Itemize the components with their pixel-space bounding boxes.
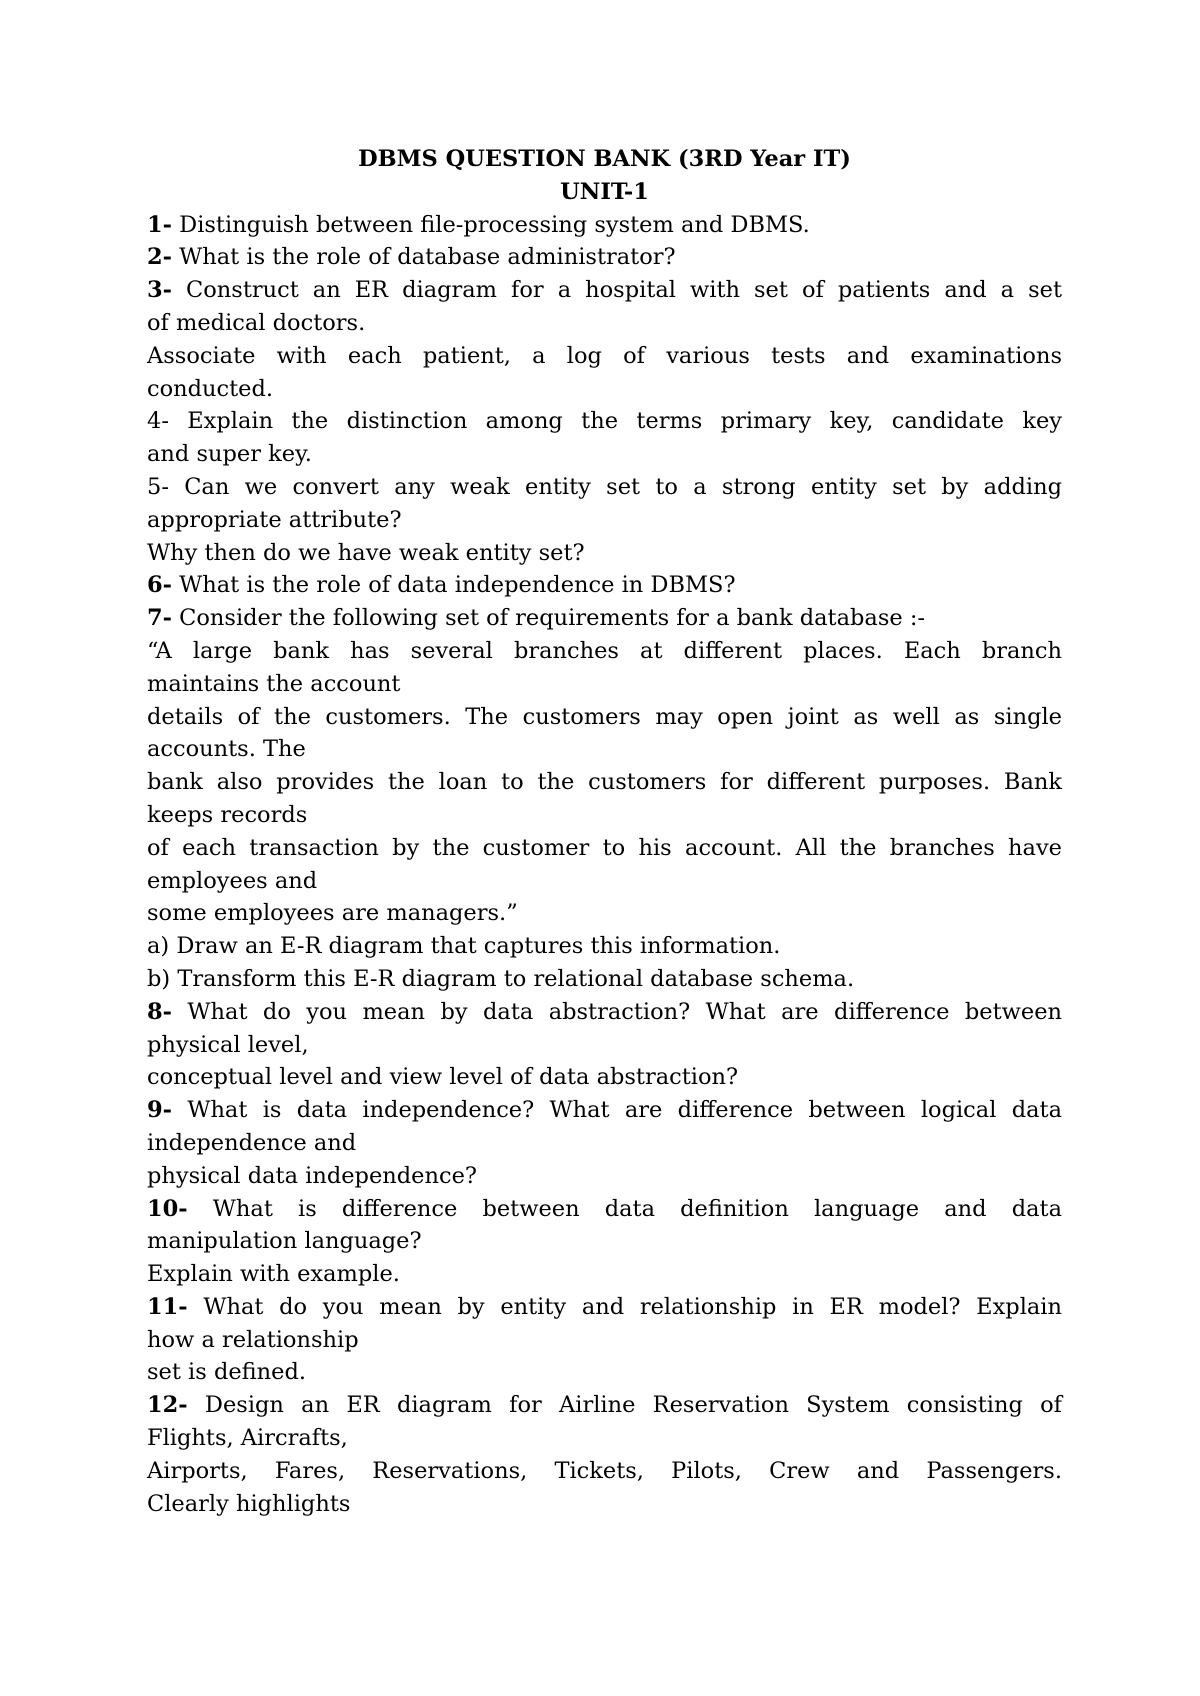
question-text: What is the role of data independence in DBMS? (172, 572, 736, 599)
unit-heading: UNIT-1 (560, 178, 649, 205)
question-line (147, 405, 1062, 438)
question-number: 11- (147, 1293, 188, 1320)
question-line (147, 963, 1062, 996)
question-text: manipulation language? (147, 1228, 422, 1255)
question-number: 2- (147, 244, 172, 271)
question-line (147, 1193, 1062, 1226)
question-text: Clearly highlights (147, 1490, 351, 1517)
question-line (147, 274, 1062, 307)
question-number: 10- (147, 1195, 188, 1222)
question-text: What is difference between data definition language and data (187, 1195, 1062, 1222)
question-line (147, 635, 1062, 668)
question-line (147, 1094, 1062, 1127)
question-text: “A large bank has several branches at different places. Each branch (147, 637, 1062, 664)
question-text: Distinguish between file-processing system and DBMS. (172, 211, 810, 238)
question-text: conceptual level and view level of data abstraction? (147, 1064, 739, 1091)
question-text: Why then do we have weak entity set? (147, 539, 585, 566)
question-text: appropriate attribute? (147, 506, 402, 533)
question-list (147, 209, 1062, 1521)
question-number: 3- (147, 277, 172, 304)
question-text: 4- Explain the distinction among the terms primary key, candidate key (147, 408, 1062, 435)
question-text: of medical doctors. (147, 309, 366, 336)
question-text: What is data independence? What are difference between logical data (172, 1097, 1062, 1124)
question-line (147, 1291, 1062, 1324)
question-line (147, 701, 1062, 734)
document-title: DBMS QUESTION BANK (3RD Year IT) (358, 146, 851, 172)
question-line (147, 1127, 1062, 1160)
question-text: 5- Can we convert any weak entity set to a strong entity set by adding (147, 473, 1062, 500)
question-line (147, 996, 1062, 1029)
question-text: keeps records (147, 801, 308, 828)
question-line (147, 537, 1062, 570)
question-text: independence and (147, 1129, 357, 1156)
question-text: physical data independence? (147, 1162, 477, 1189)
question-text: Explain with example. (147, 1261, 400, 1288)
question-text: Consider the following set of requirements for a bank database :- (172, 605, 926, 632)
question-text: What do you mean by data abstraction? What are difference between (172, 998, 1062, 1025)
question-number: 1- (147, 211, 172, 238)
question-line (147, 1356, 1062, 1389)
question-line (147, 897, 1062, 930)
question-text: What do you mean by entity and relationship in ER model? Explain (187, 1293, 1062, 1320)
question-number: 6- (147, 572, 172, 599)
question-line (147, 241, 1062, 274)
question-line (147, 1225, 1062, 1258)
question-line (147, 307, 1062, 340)
question-line (147, 1455, 1062, 1488)
question-text: b) Transform this E-R diagram to relational database schema. (147, 965, 855, 992)
question-line (147, 1422, 1062, 1455)
question-text: of each transaction by the customer to his account. All the branches have (147, 834, 1062, 861)
question-line (147, 832, 1062, 865)
question-text: conducted. (147, 375, 274, 402)
document-body (147, 143, 1062, 1520)
question-text: maintains the account (147, 670, 401, 697)
question-text: Construct an ER diagram for a hospital with set of patients and a set (172, 277, 1062, 304)
question-text: What is the role of database administrator? (172, 244, 676, 271)
question-line (147, 1258, 1062, 1291)
question-line (147, 569, 1062, 602)
question-line (147, 209, 1062, 242)
question-number: 12- (147, 1392, 188, 1419)
question-line (147, 373, 1062, 406)
question-text: bank also provides the loan to the customers for different purposes. Bank (147, 769, 1062, 796)
question-text: some employees are managers.” (147, 900, 518, 927)
question-text: Design an ER diagram for Airline Reservation System consisting of (187, 1392, 1062, 1419)
question-text: employees and (147, 867, 318, 894)
question-text: how a relationship (147, 1326, 359, 1353)
question-line (147, 668, 1062, 701)
question-line (147, 1160, 1062, 1193)
question-text: accounts. The (147, 736, 306, 763)
question-line (147, 799, 1062, 832)
question-line (147, 438, 1062, 471)
question-number: 7- (147, 605, 172, 632)
question-text: physical level, (147, 1031, 309, 1058)
question-text: and super key. (147, 441, 312, 468)
question-text: set is defined. (147, 1359, 307, 1386)
question-number: 9- (147, 1097, 172, 1124)
question-line (147, 1061, 1062, 1094)
question-line (147, 504, 1062, 537)
question-line (147, 1029, 1062, 1062)
question-text: a) Draw an E-R diagram that captures this information. (147, 933, 781, 960)
question-line (147, 340, 1062, 373)
question-text: Associate with each patient, a log of various tests and examinations (147, 342, 1062, 369)
question-line (147, 1488, 1062, 1521)
question-text: details of the customers. The customers may open joint as well as single (147, 703, 1062, 730)
question-line (147, 471, 1062, 504)
question-line (147, 930, 1062, 963)
question-line (147, 1324, 1062, 1357)
question-text: Airports, Fares, Reservations, Tickets, Pilots, Crew and Passengers. (147, 1457, 1062, 1484)
question-number: 8- (147, 998, 172, 1025)
question-line (147, 766, 1062, 799)
question-line (147, 733, 1062, 766)
question-line (147, 602, 1062, 635)
question-line (147, 1389, 1062, 1422)
question-line (147, 865, 1062, 898)
question-text: Flights, Aircrafts, (147, 1425, 348, 1452)
